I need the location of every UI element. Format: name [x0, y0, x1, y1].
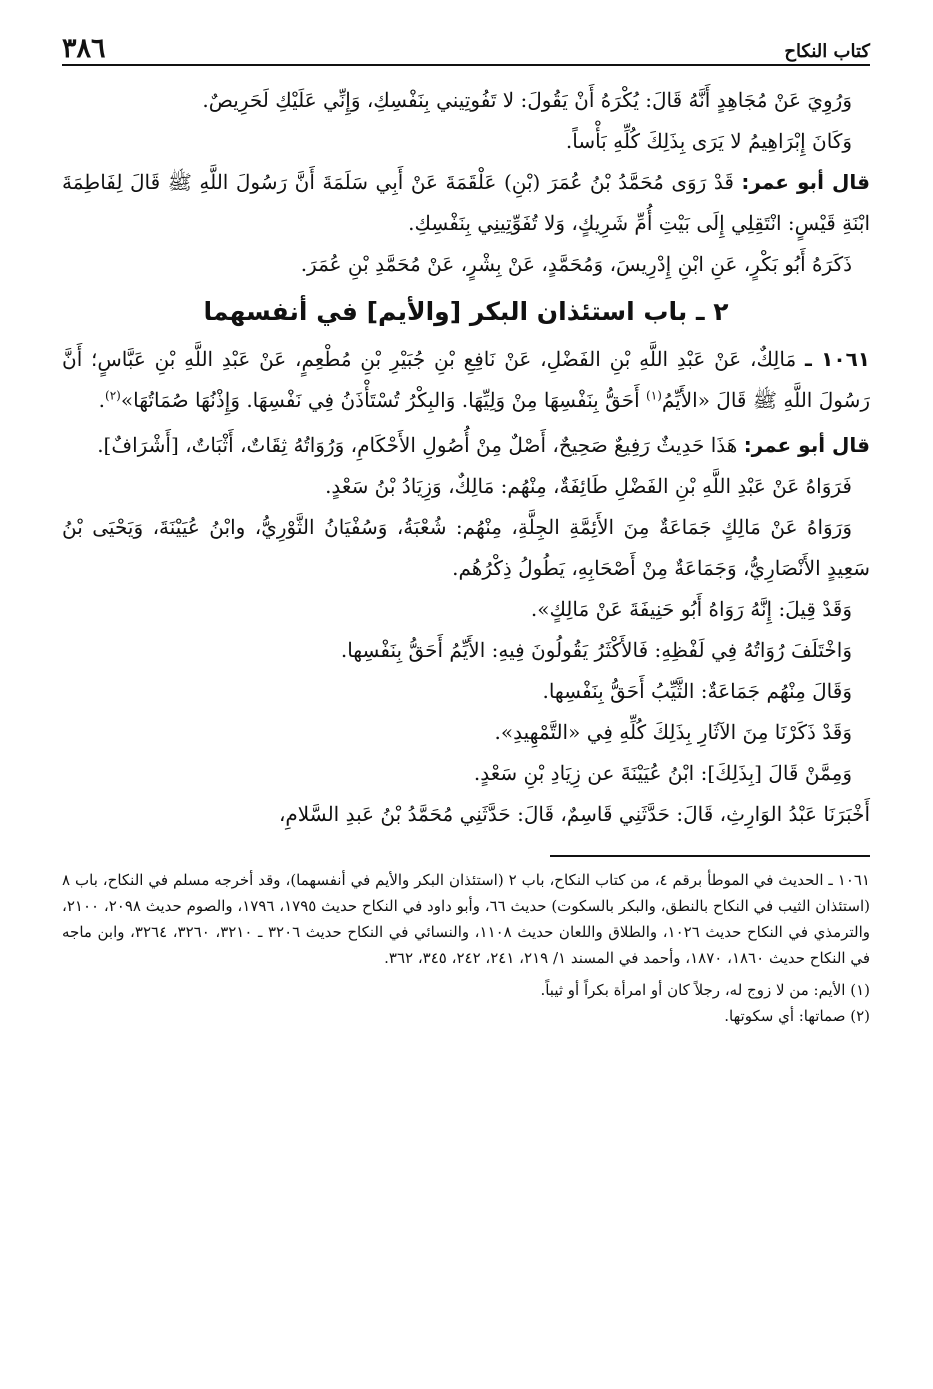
- paragraph-ibn-uyayna: وَمِمَّنْ قَالَ [بِذَلِكَ]: ابْنُ عُيَيْنَةَ عن زِيَادِ بْنِ سَعْدٍ.: [473, 761, 852, 785]
- footnote-ref-1: (١): [646, 388, 662, 403]
- paragraph-abu-omar-2: [62, 425, 870, 466]
- paragraph-chain: أَخْبَرَنَا عَبْدُ الوَارِثِ، قَالَ: حَدَّثَنِي قَاسِمٌ، قَالَ: حَدَّثَنِي مُحَمَّدُ بْنُ عَبدِ السَّلامِ،: [278, 802, 870, 826]
- footnote-2: (٢) صماتها: أي سكوتها.: [724, 1007, 870, 1025]
- paragraph-imams: وَرَوَاهُ عَنْ مَالِكٍ جَمَاعَةٌ مِنَ الأَئِمَّةِ الجِلَّةِ، مِنْهُم: شُعْبَةُ، وَسُفْيَانُ الثَّوْرِيُّ، وابْنُ عُيَيْنَةَ، وَيَحْيَى بْنُ سَعِيدٍ الأَنْصَارِيُّ، وَجَمَاعَةٌ مِنْ أَصْحَابِهِ، يَطُولُ ذِكْرُهُم.: [62, 515, 870, 580]
- paragraph-abu-bakr: ذَكَرَهُ أَبُو بَكْرٍ، عَنِ ابْنِ إِدْرِيسَ، وَمُحَمَّدٍ، عَنْ بِشْرٍ، عَنْ مُحَمَّدِ بْنِ عُمَرَ.: [300, 252, 852, 276]
- footnote-ref-2: (٢): [105, 388, 121, 403]
- footnote-1: (١) الأيم: من لا زوج له، رجلاً كان أو امرأة بكراً أو ثيباً.: [540, 981, 870, 999]
- paragraph-tamhid: وَقَدْ ذَكَرْنَا مِنَ الآثَارِ بِذَلِكَ كُلِّهِ فِي «التَّمْهِيدِ».: [494, 720, 852, 744]
- main-text: [62, 80, 870, 835]
- book-title: كتاب النكاح: [784, 41, 870, 62]
- hadith-end: .: [98, 388, 106, 412]
- page-number: ٣٨٦: [62, 33, 106, 64]
- chapter-title: ٢ ـ باب استئذان البكر [والأيم] في أنفسهما: [203, 297, 729, 326]
- paragraph-abu-hanifa: وَقَدْ قِيلَ: إِنَّهُ رَوَاهُ أَبُو حَنِيفَةَ عَنْ مَالِكٍ».: [530, 597, 852, 621]
- footnote-hadith-source: ١٠٦١ ـ الحديث في الموطأ برقم ٤، من كتاب النكاح، باب ٢ (استئذان البكر والأيم في أنفسهما)، وقد أخرجه مسلم في النكاح، باب ٨ (استئذان الثيب في النكاح بالنطق، والبكر بالسكوت) حديث ٦٦، وأبو داود في النكاح حديث ١٧٩٥، ١٧٩٦، والصوم حديث ٢٠٩٨، ٢١٠٠، والترمذي في النكاح حديث ١٠٢٦، والطلاق واللعان حديث ١١٠٨، والنسائي في النكاح حديث ٣٢٠٦ ـ ٣٢١٠، ٣٢٦٠، ٣٢٦٤، وابن ماجه في النكاح حديث ١٨٦٠، ١٨٧٠، وأحمد في المسند ١/ ٢١٩، ٢٤١، ٢٤٢، ٣٤٥، ٣٦٢.: [62, 871, 871, 967]
- paragraph-abu-omar-1: [62, 162, 870, 244]
- paragraph-text: قَدْ رَوَى مُحَمَّدُ بْنُ عُمَرَ (بْنِ) عَلْقَمَةَ عَنْ أَبِي سَلَمَةَ أَنَّ رَسُولَ اللَّهِ ﷺ قَالَ لِفَاطِمَةَ ابْنَةِ قَيْسٍ: انْتَقِلِي إِلَى بَيْتِ أُمِّ شَرِيكٍ، وَلا تُفَوِّتِينِي بِنَفْسِكِ.: [62, 170, 870, 235]
- paragraph-mujahid: وَرُوِيَ عَنْ مُجَاهِدٍ أَنَّهُ قَالَ: يُكْرَهُ أَنْ يَقُولَ: لا تَفُوتِيني بِنَفْسِكِ، وَإِنِّي عَلَيْكِ لَحَرِيصٌ.: [202, 88, 852, 112]
- speaker-label: قال أبو عمر:: [741, 170, 870, 194]
- paragraph-ibrahim: وَكَانَ إِبْرَاهِيمُ لا يَرَى بِذَلِكَ كُلِّهِ بَأْساً.: [565, 129, 852, 153]
- paragraph-text: هَذَا حَدِيثٌ رَفِيعٌ صَحِيحٌ، أَصْلٌ مِنْ أُصُولِ الأَحْكَامِ، وَرُوَاتُهُ ثِقَاتٌ، أَثْبَاتٌ، [أَشْرَافٌ].: [97, 433, 738, 457]
- book-page: [62, 30, 870, 1029]
- hadith-text-a: مَالِكٌ، عَنْ عَبْدِ اللَّهِ بْنِ الفَضْلِ، عَنْ نَافِعِ بْنِ جُبَيْرِ بْنِ مُطْعِمٍ، عَنْ عَبْدِ اللَّهِ بْنِ عَبَّاسٍ؛ أَنَّ رَسُولَ اللَّهِ ﷺ قَالَ «الأَيِّمُ: [62, 347, 870, 412]
- paragraph-narrators: فَرَوَاهُ عَنْ عَبْدِ اللَّهِ بْنِ الفَضْلِ طَائِفَةٌ، مِنْهُم: مَالِكٌ، وَزِيَادُ بْنُ سَعْدٍ.: [325, 474, 852, 498]
- speaker-label: قال أبو عمر:: [743, 433, 870, 457]
- footnotes: [62, 867, 870, 1029]
- hadith-1061: [62, 339, 870, 421]
- hadith-number: ١٠٦١ ـ: [804, 347, 870, 371]
- hadith-text-b: أَحَقُّ بِنَفْسِهَا مِنْ وَلِيِّهَا. وَالبِكْرُ تُسْتَأْذَنُ فِي نَفْسِهَا. وَإِذْنُهَا صُمَاتُهَا»: [120, 388, 640, 412]
- footnote-separator: [550, 855, 870, 857]
- page-header: [62, 30, 870, 66]
- paragraph-wording: وَاخْتَلَفَ رُوَاتُهُ فِي لَفْظِهِ: فَالأَكْثَرُ يَقُولُونَ فِيهِ: الأَيِّمُ أَحَقُّ بِنَفْسِها.: [340, 638, 852, 662]
- paragraph-thayyib: وَقَالَ مِنْهُم جَمَاعَةٌ: الثَّيِّبُ أَحَقُّ بِنَفْسِها.: [542, 679, 852, 703]
